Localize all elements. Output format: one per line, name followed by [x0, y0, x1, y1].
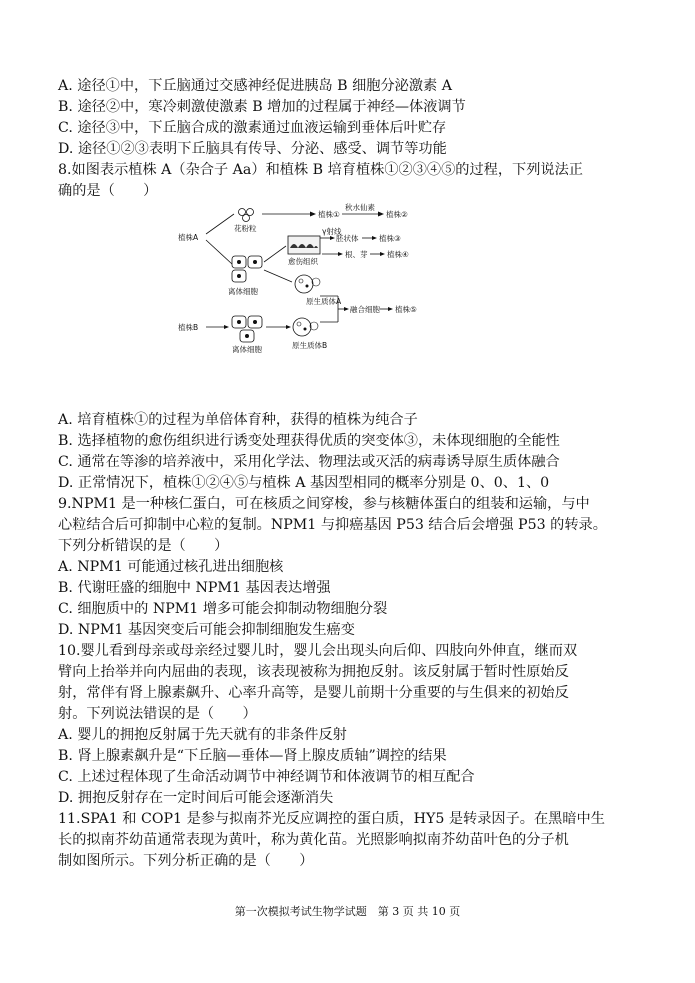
q9-option-b: B. 代谢旺盛的细胞中 NPM1 基因表达增强 — [58, 580, 331, 596]
q10-stem-line-3: 射，常伴有肾上腺素飙升、心率升高等，是婴儿前期十分重要的与生俱来的初始反 — [58, 685, 569, 701]
q10-stem-line-2: 臂向上抬举并向内屈曲的表现，该表现被称为拥抱反射。该反射属于暂时性原始反 — [58, 664, 569, 680]
q9-stem-line-2: 心粒结合后可抑制中心粒的复制。NPM1 与抑癌基因 P53 结合后会增强 P53 的转录。 — [58, 517, 607, 533]
protoplast-a-icon — [295, 275, 320, 293]
pollen-grain-icon — [239, 209, 254, 222]
q10-stem-line-1: 10.婴儿看到母亲或母亲经过婴儿时，婴儿会出现头向后仰、四肢向外伸直，继而双 — [58, 643, 578, 659]
breeding-diagram — [170, 200, 435, 355]
label-plant-4: 植株④ — [387, 250, 409, 259]
callus-icon — [288, 236, 320, 254]
label-plant-1: 植株① — [318, 210, 340, 219]
q9-option-a: A. NPM1 可能通过核孔进出细胞核 — [58, 559, 284, 575]
label-callus: 愈伤组织 — [288, 257, 318, 266]
q9-option-d: D. NPM1 基因突变后可能会抑制细胞发生癌变 — [58, 622, 355, 638]
q7-option-b: B. 途径②中，寒冷刺激使激素 B 增加的过程属于神经—体液调节 — [58, 99, 466, 115]
q10-option-d: D. 拥抱反射存在一定时间后可能会逐渐消失 — [58, 790, 334, 806]
label-plant-2: 植株② — [386, 210, 408, 219]
label-protoplast-b: 原生质体B — [292, 341, 328, 350]
label-fused-cell: 融合细胞 — [350, 305, 380, 314]
label-plant-3: 植株③ — [379, 234, 401, 243]
q9-option-c: C. 细胞质中的 NPM1 增多可能会抑制动物细胞分裂 — [58, 601, 388, 617]
isolated-cells-a-icon — [232, 256, 262, 282]
q7-option-c: C. 途径③中，下丘脑合成的激素通过血液运输到垂体后叶贮存 — [58, 120, 447, 136]
q11-stem-line-1: 11.SPA1 和 COP1 是参与拟南芥光反应调控的蛋白质，HY5 是转录因子。在黑暗中生 — [58, 811, 605, 827]
arrow-a-to-cells — [206, 240, 232, 264]
q11-stem-line-3: 制如图所示。下列分析正确的是（ ） — [58, 853, 314, 869]
q9-stem-line-1: 9.NPM1 是一种核仁蛋白，可在核质之间穿梭，参与核糖体蛋白的组装和运输，与中 — [58, 496, 590, 512]
q11-stem-line-2: 长的拟南芥幼苗通常表现为黄叶，称为黄化苗。光照影响拟南芥幼苗叶色的分子机 — [58, 832, 569, 848]
label-isolated-cells-a: 离体细胞 — [228, 287, 258, 296]
label-embryoid: 胚状体 — [336, 234, 359, 243]
q10-stem-line-4: 射。下列说法错误的是（ ） — [58, 706, 257, 722]
label-isolated-cells-b: 离体细胞 — [232, 345, 262, 354]
q8-option-b: B. 选择植物的愈伤组织进行诱变处理获得优质的突变体③，未体现细胞的全能性 — [58, 433, 560, 449]
q7-option-a: A. 途径①中，下丘脑通过交感神经促进胰岛 B 细胞分泌激素 A — [58, 78, 452, 94]
q8-option-d: D. 正常情况下，植株①②④⑤与植株 A 基因型相同的概率分别是 0、0、1、0 — [58, 475, 550, 491]
q10-option-c: C. 上述过程体现了生命活动调节中神经调节和体液调节的相互配合 — [58, 769, 475, 785]
page-footer: 第一次模拟考试生物学试题 第 3 页 共 10 页 — [234, 905, 461, 918]
protoplast-b-icon — [293, 318, 318, 336]
label-colchicine: 秋水仙素 — [345, 203, 375, 212]
q8-stem-line-2: 确的是（ ） — [58, 183, 158, 199]
q8-stem-line-1: 8.如图表示植株 A（杂合子 Aa）和植株 B 培育植株①②③④⑤的过程，下列说法正 — [58, 162, 583, 178]
label-plant-a: 植株A — [178, 233, 199, 242]
label-pollen: 花粉粒 — [234, 224, 257, 233]
q7-option-d: D. 途径①②③表明下丘脑具有传导、分泌、感受、调节等功能 — [58, 141, 447, 157]
label-protoplast-a: 原生质体A — [306, 297, 342, 306]
q8-option-c: C. 通常在等渗的培养液中，采用化学法、物理法或灭活的病毒诱导原生质体融合 — [58, 454, 560, 470]
label-root-bud: 根、芽 — [345, 250, 368, 259]
label-plant-5: 植株⑤ — [395, 305, 417, 314]
isolated-cells-b-icon — [232, 316, 262, 342]
q8-option-a: A. 培育植株①的过程为单倍体育种，获得的植株为纯合子 — [58, 412, 418, 428]
q10-option-b: B. 肾上腺素飙升是“下丘脑—垂体—肾上腺皮质轴”调控的结果 — [58, 748, 447, 764]
label-ray: γ射线 — [322, 227, 342, 236]
q10-option-a: A. 婴儿的拥抱反射属于先天就有的非条件反射 — [58, 727, 347, 743]
q9-stem-line-3: 下列分析错误的是（ ） — [58, 538, 229, 554]
arrow-a-to-pollen — [206, 214, 234, 234]
label-plant-b: 植株B — [178, 323, 199, 332]
